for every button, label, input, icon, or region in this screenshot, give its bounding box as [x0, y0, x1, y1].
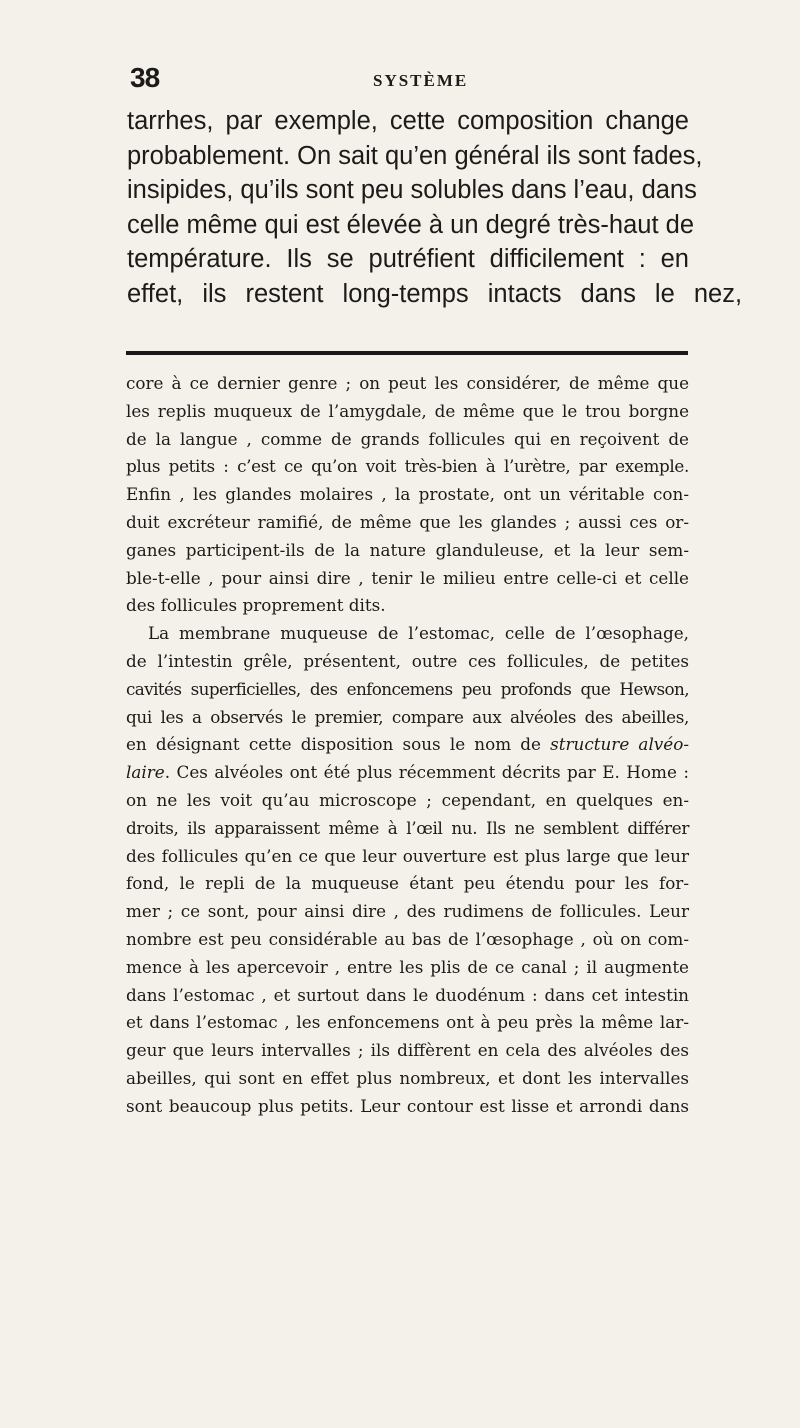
main-text-line: effet, ils restent long-temps intacts dans le nez, — [127, 279, 743, 308]
footnote-line: plus petits : c’est ce qu’on voit très-bien à l’urètre, par exemple. — [126, 456, 689, 477]
footnote-line-text: . Ces alvéoles ont été plus récemment décrits par E. Home : — [164, 762, 689, 783]
footnote-line: duit excréteur ramifié, de même que les glandes ; aussi ces or- — [126, 511, 689, 532]
footnote-line: abeilles, qui sont en effet plus nombreux, et dont les intervalles — [126, 1067, 689, 1088]
footnote-line: geur que leurs intervalles ; ils diffèrent en cela des alvéoles des — [126, 1040, 689, 1061]
footnote-line: ble-t-elle , pour ainsi dire , tenir le milieu entre celle-ci et celle — [126, 567, 689, 588]
footnote-line: on ne les voit qu’au microscope ; cependant, en quelques en- — [126, 789, 689, 810]
footnote-line: de la langue , comme de grands follicules qui en reçoivent de — [126, 428, 689, 449]
footnote-line: Enfin , les glandes molaires , la prostate, ont un véritable con- — [126, 484, 689, 505]
footnote-line — [126, 759, 689, 787]
footnote — [126, 370, 689, 1121]
main-text-line: celle même qui est élevée à un degré très-haut de — [127, 210, 695, 239]
italic-term: structure alvéo- — [550, 734, 689, 755]
footnote-line: qui les a observés le premier, compare aux alvéoles des abeilles, — [126, 706, 689, 727]
footnote-line: mence à les apercevoir , entre les plis de ce canal ; il augmente — [126, 956, 689, 977]
page-number: 38 — [130, 62, 160, 93]
footnote-line: sont beaucoup plus petits. Leur contour est lisse et arrondi dans — [126, 1095, 689, 1116]
main-text-line: température. Ils se putréfient difficilement : en — [127, 245, 689, 273]
footnote-line: cavités superficielles, des enfoncemens peu profonds que Hewson, — [126, 678, 689, 699]
footnote-line: de l’intestin grêle, présentent, outre ces follicules, de petites — [126, 650, 689, 671]
footnote-line-text: en désignant cette disposition sous le nom de — [126, 734, 541, 755]
footnote-line: droits, ils apparaissent même à l’œil nu. Ils ne semblent différer — [126, 817, 689, 838]
footnote-line: fond, le repli de la muqueuse étant peu étendu pour les for- — [126, 873, 689, 894]
footnote-line: nombre est peu considérable au bas de l’œsophage , où on com- — [126, 928, 689, 949]
footnote-line: dans l’estomac , et surtout dans le duodénum : dans cet intestin — [126, 984, 689, 1005]
footnote-line: La membrane muqueuse de l’estomac, celle de l’œsophage, — [148, 623, 689, 644]
italic-term: laire — [126, 762, 165, 783]
footnote-line: les replis muqueux de l’amygdale, de même que le trou borgne — [126, 400, 689, 421]
footnote-line: mer ; ce sont, pour ainsi dire , des rudimens de follicules. Leur — [126, 901, 689, 922]
footnote-divider — [126, 351, 688, 355]
main-text-line: tarrhes, par exemple, cette composition change — [127, 107, 689, 135]
main-text-line: probablement. On sait qu’en général ils sont fades, — [127, 141, 703, 170]
main-text-line: insipides, qu’ils sont peu solubles dans l’eau, dans — [127, 176, 697, 204]
footnote-line: ganes participent-ils de la nature glanduleuse, et la leur sem- — [126, 539, 689, 560]
running-head: SYSTÈME — [373, 71, 469, 90]
footnote-line: core à ce dernier genre ; on peut les considérer, de même que — [126, 373, 689, 393]
footnote-line — [126, 731, 689, 759]
footnote-line: des follicules proprement dits. — [126, 595, 386, 616]
footnote-line: des follicules qu’en ce que leur ouverture est plus large que leur — [126, 845, 689, 866]
main-text — [127, 104, 743, 311]
page-header — [130, 62, 690, 96]
footnote-line: et dans l’estomac , les enfoncemens ont à peu près la même lar- — [126, 1012, 689, 1033]
